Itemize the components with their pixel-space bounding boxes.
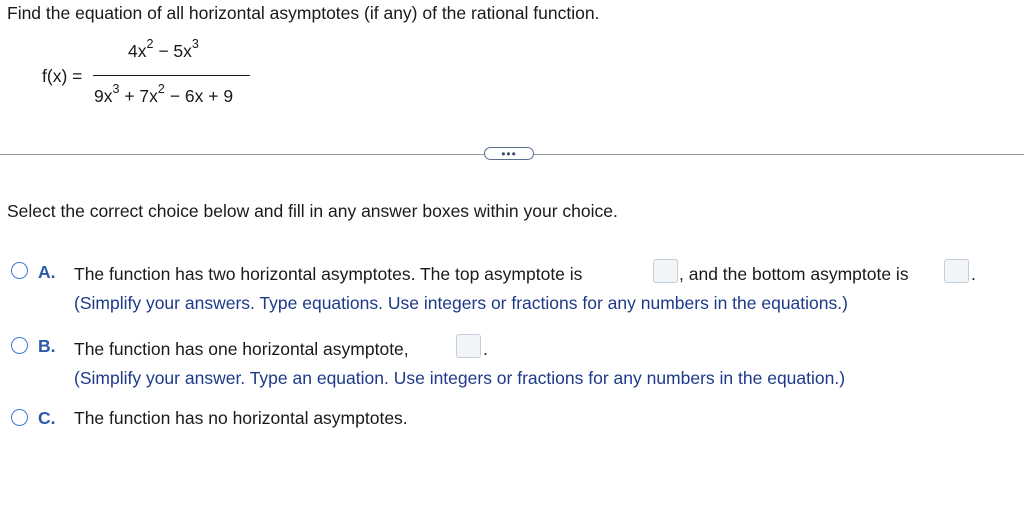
- choice-b-letter: B.: [38, 336, 56, 356]
- choice-b-asymptote-input[interactable]: [456, 334, 481, 358]
- choice-a-letter: A.: [38, 262, 56, 282]
- choice-b-period: .: [483, 339, 488, 359]
- denominator-operator-2: −: [169, 86, 180, 106]
- choice-c-letter: C.: [38, 408, 56, 428]
- numerator-operator-1: −: [158, 41, 169, 61]
- numerator-term-2: 5x: [173, 41, 192, 61]
- denominator: [94, 82, 234, 107]
- denominator-term-2-exponent: 2: [157, 82, 165, 97]
- choice-b-hint: (Simplify your answer. Type an equation. Use integers or fractions for any numbers in the equation.): [74, 368, 846, 388]
- denominator-operator-3: +: [208, 86, 219, 106]
- choice-a-top-asymptote-input[interactable]: [653, 259, 678, 283]
- choice-a-text-part1: The function has two horizontal asymptotes. The top asymptote is: [74, 264, 583, 284]
- function-label: f(x) =: [42, 66, 83, 86]
- choice-b-text-part1: The function has one horizontal asymptote,: [74, 339, 409, 359]
- numerator-term-1: 4x: [128, 41, 147, 61]
- denominator-term-2: 7x: [139, 86, 158, 106]
- choice-a-radio[interactable]: [11, 262, 28, 279]
- expand-more-button[interactable]: •••: [484, 147, 534, 160]
- denominator-term-4: 9: [223, 86, 234, 106]
- denominator-term-1: 9x: [94, 86, 113, 106]
- choice-c-text: The function has no horizontal asymptotes.: [74, 408, 408, 428]
- instruction-text: Select the correct choice below and fill in any answer boxes within your choice.: [7, 201, 618, 221]
- choice-a-period: .: [971, 264, 976, 284]
- numerator: [128, 37, 199, 62]
- choice-a-hint: (Simplify your answers. Type equations. Use integers or fractions for any numbers in the equations.): [74, 293, 848, 313]
- question-prompt: Find the equation of all horizontal asymptotes (if any) of the rational function.: [7, 3, 600, 23]
- fraction-bar: [93, 75, 250, 76]
- choice-a-bottom-asymptote-input[interactable]: [944, 259, 969, 283]
- denominator-term-3: 6x: [184, 86, 204, 106]
- choice-b-radio[interactable]: [11, 337, 28, 354]
- choice-a-text-part2: , and the bottom asymptote is: [679, 264, 909, 284]
- denominator-term-1-exponent: 3: [112, 82, 120, 97]
- denominator-operator-1: +: [124, 86, 135, 106]
- numerator-term-2-exponent: 3: [191, 37, 199, 52]
- numerator-term-1-exponent: 2: [146, 37, 154, 52]
- choice-c-radio[interactable]: [11, 409, 28, 426]
